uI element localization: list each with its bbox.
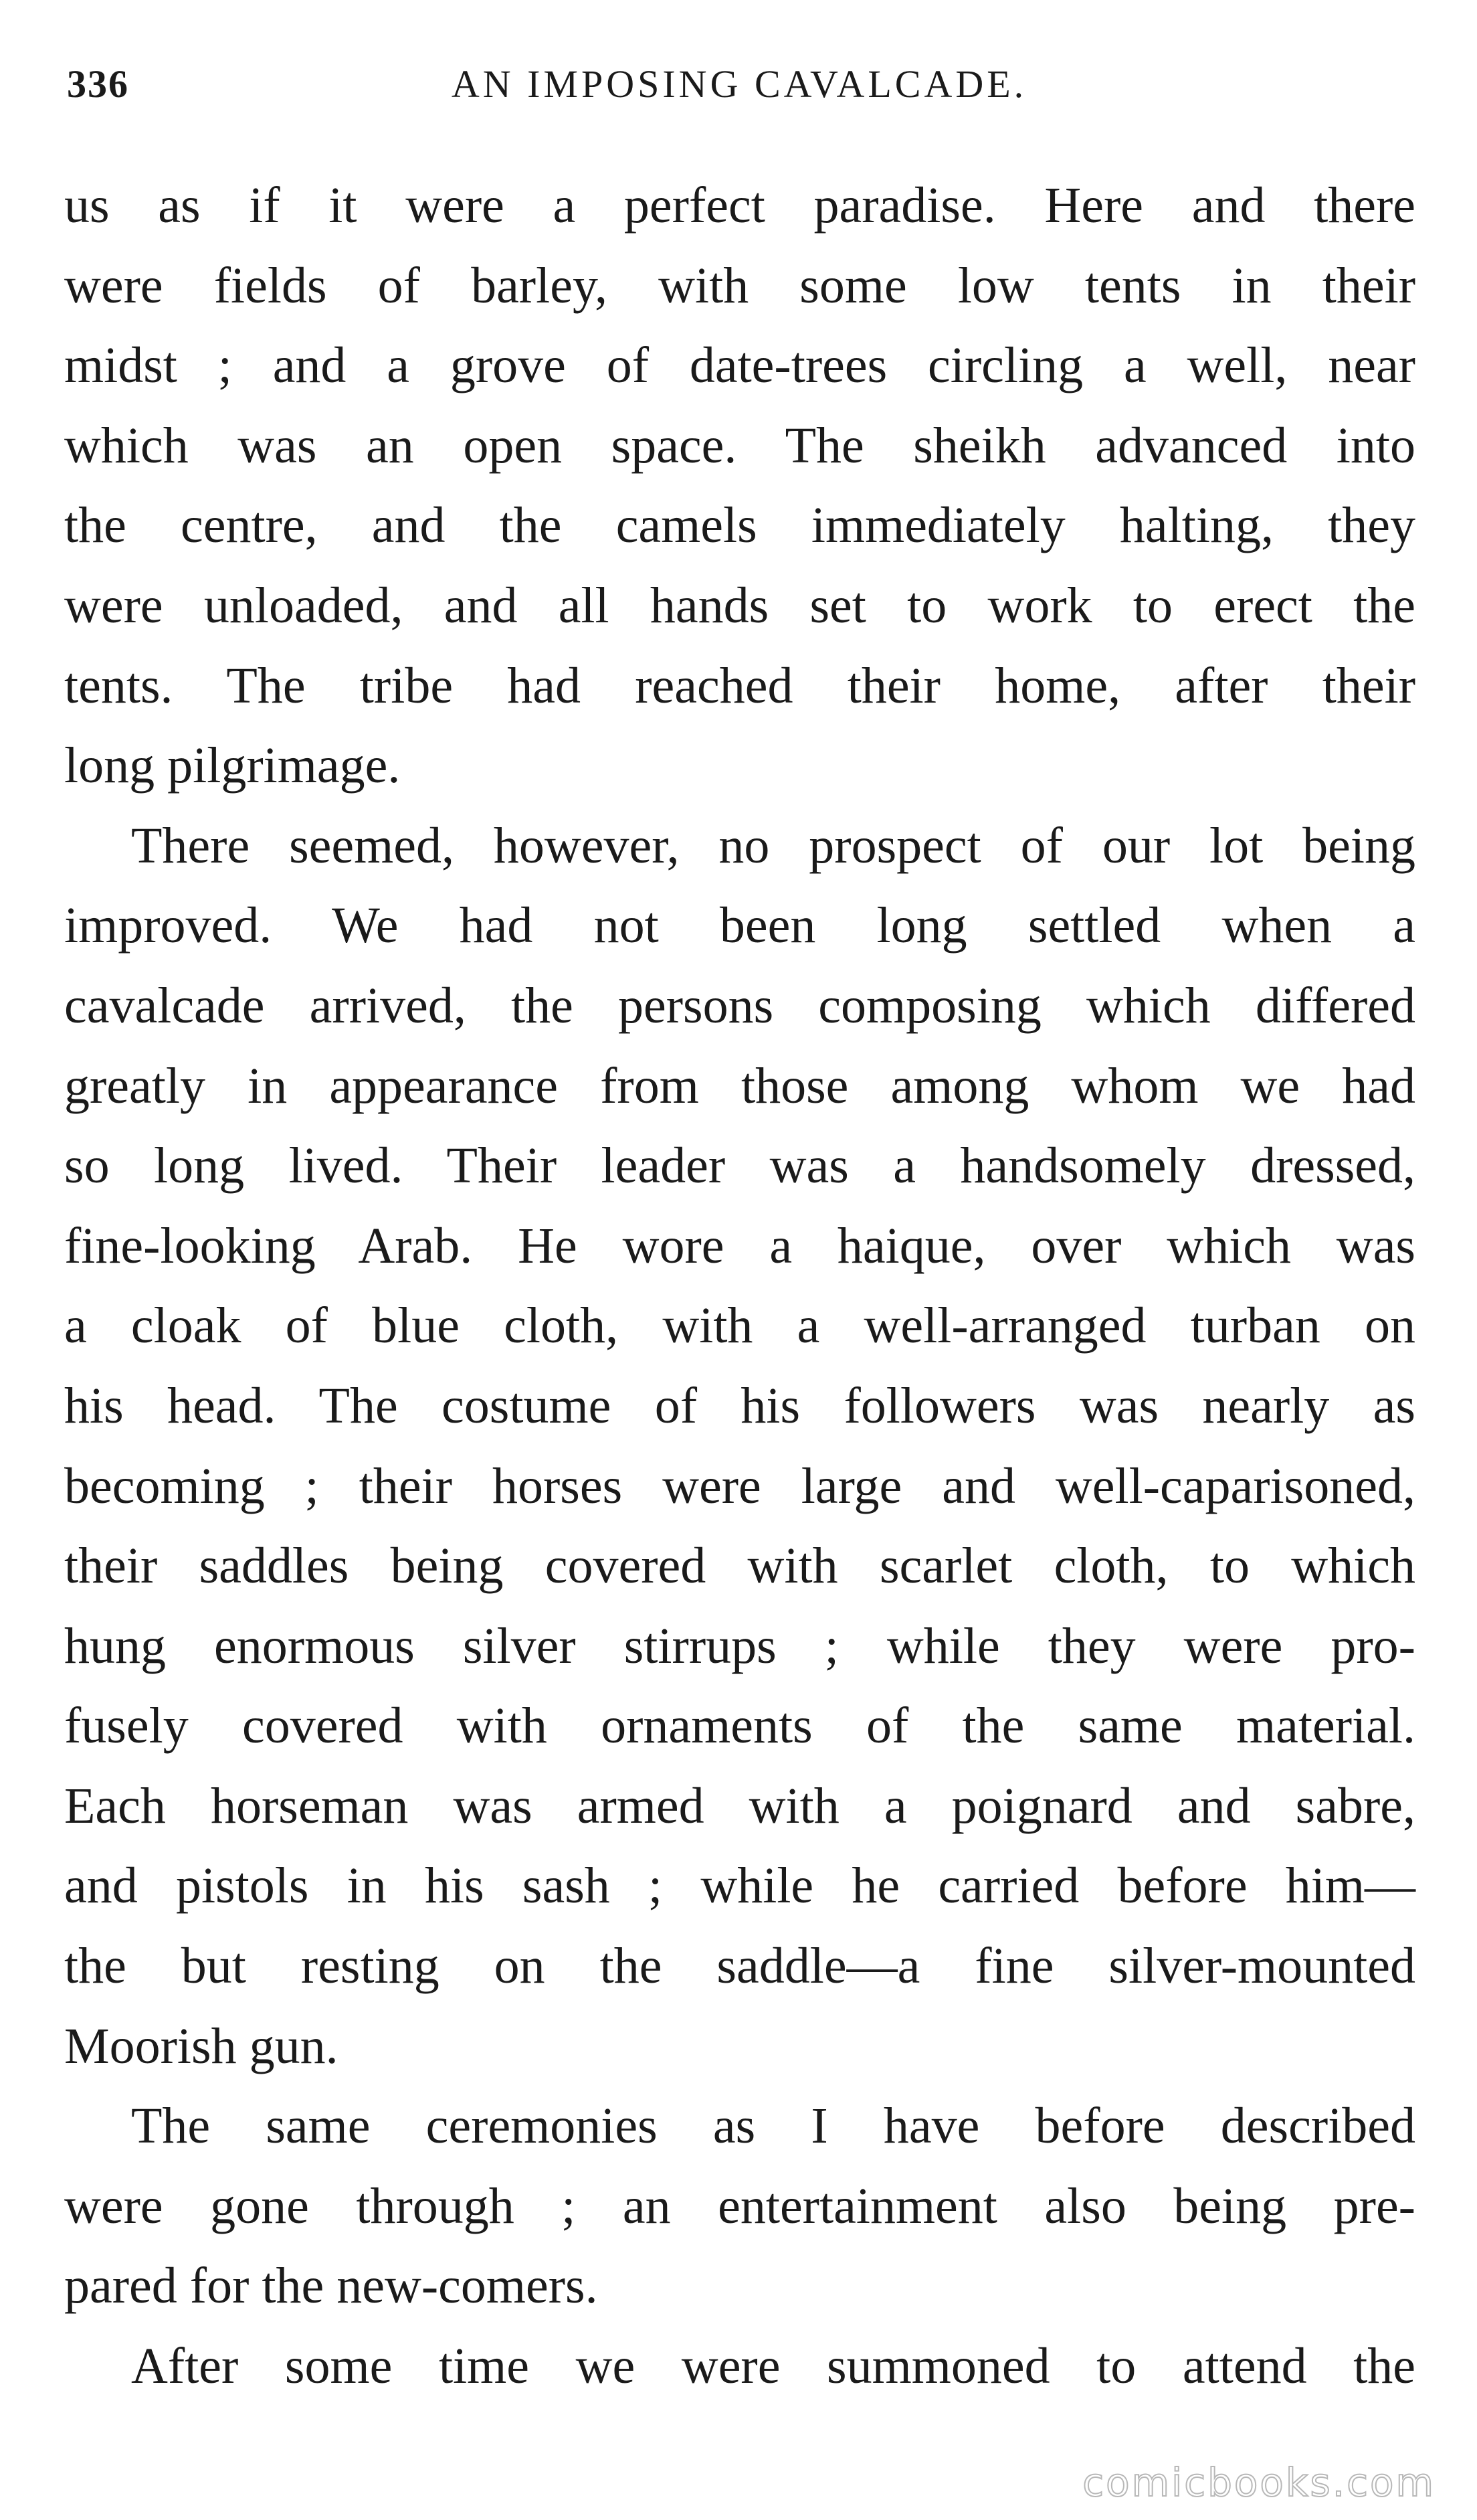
- text-line: tents. The tribe had reached their home, after their: [64, 657, 1415, 714]
- text-line: were fields of barley, with some low tents in their: [64, 257, 1415, 314]
- text-line: greatly in appearance from those among whom we had: [64, 1057, 1415, 1114]
- text-line: the but resting on the saddle—a fine silver-mounted: [64, 1938, 1415, 1995]
- text-line: improved. We had not been long settled when a: [64, 897, 1415, 954]
- watermark: comicbooks.com: [1082, 2460, 1436, 2505]
- running-head: AN IMPOSING CAVALCADE.: [451, 62, 1027, 106]
- text-line: a cloak of blue cloth, with a well-arranged turban on: [64, 1297, 1415, 1354]
- text-line: The same ceremonies as I have before described: [131, 2098, 1415, 2155]
- body-text: [64, 166, 1415, 2407]
- text-line: Each horseman was armed with a poignard and sabre,: [64, 1777, 1415, 1834]
- text-line: us as if it were a perfect paradise. Here and there: [64, 177, 1415, 234]
- text-line: pared for the new-comers.: [64, 2258, 598, 2315]
- text-line: their saddles being covered with scarlet cloth, to which: [64, 1538, 1415, 1595]
- text-line: hung enormous silver stirrups ; while they were pro-: [64, 1617, 1415, 1674]
- text-line: After some time we were summoned to attend the: [131, 2338, 1415, 2395]
- text-line: his head. The costume of his followers was nearly as: [64, 1377, 1415, 1434]
- text-line: the centre, and the camels immediately halting, they: [64, 497, 1415, 554]
- text-line: fusely covered with ornaments of the same material.: [64, 1698, 1415, 1754]
- text-line: were unloaded, and all hands set to work to erect the: [64, 577, 1415, 634]
- text-line: becoming ; their horses were large and well-caparisoned,: [64, 1457, 1415, 1514]
- page-number: 336: [67, 62, 129, 106]
- text-line: and pistols in his sash ; while he carried before him—: [64, 1858, 1415, 1914]
- text-line: fine-looking Arab. He wore a haique, over which was: [64, 1217, 1415, 1274]
- text-line: which was an open space. The sheikh advanced into: [64, 417, 1415, 474]
- text-line: There seemed, however, no prospect of our lot being: [131, 817, 1415, 874]
- text-line: long pilgrimage.: [64, 737, 401, 794]
- page-header: [67, 62, 1411, 115]
- text-line: so long lived. Their leader was a handsomely dressed,: [64, 1138, 1415, 1194]
- text-line: midst ; and a grove of date-trees circling a well, near: [64, 337, 1415, 394]
- text-line: were gone through ; an entertainment also being pre-: [64, 2177, 1415, 2234]
- text-line: Moorish gun.: [64, 2017, 338, 2074]
- text-line: cavalcade arrived, the persons composing which differed: [64, 977, 1415, 1034]
